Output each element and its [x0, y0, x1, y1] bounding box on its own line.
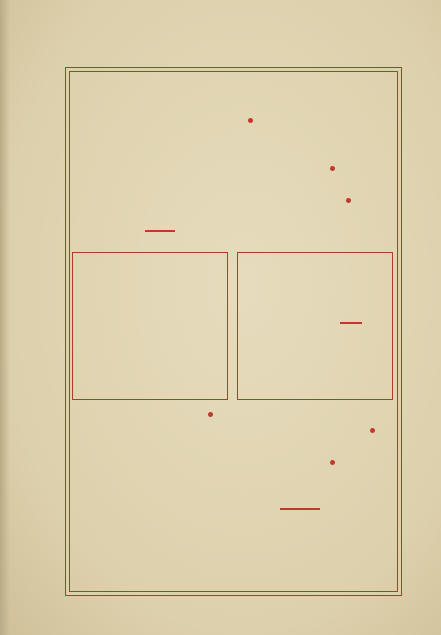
- rubric-mark: [330, 166, 335, 171]
- rubric-mark: [330, 460, 335, 465]
- rubric-mark: [346, 198, 351, 203]
- verse-column-left: [72, 252, 228, 400]
- rubric-mark: [370, 428, 375, 433]
- rubric-mark: [248, 118, 253, 123]
- rubric-mark: [208, 412, 213, 417]
- rubric-overline: [340, 322, 362, 332]
- rubric-overline: [280, 508, 320, 518]
- verse-column-right: [237, 252, 393, 400]
- binding-edge: [0, 0, 10, 635]
- upper-text-block: [72, 76, 393, 248]
- rubric-overline: [145, 230, 175, 240]
- lower-text-block: [72, 404, 393, 586]
